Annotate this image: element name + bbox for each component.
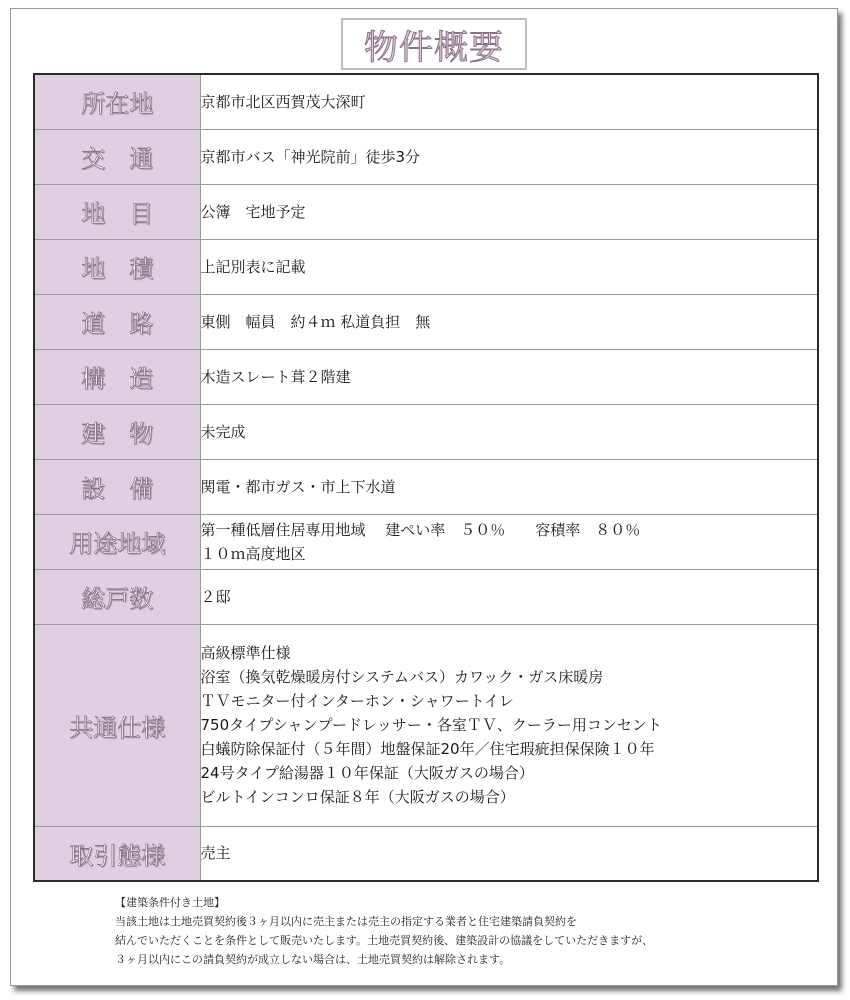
spec-row <box>34 294 818 349</box>
spec-label: 総戸数 <box>34 569 200 624</box>
spec-value-line: 京都市バス「神光院前」徒歩3分 <box>200 147 421 166</box>
spec-label: 所在地 <box>34 74 200 129</box>
notes-line: 当該土地は土地売買契約後３ヶ月以内に売主または売主の指定する業者と住宅建築請負契約を <box>115 915 577 928</box>
spec-value-line: １０ｍ高度地区 <box>200 544 306 563</box>
spec-value <box>200 239 818 294</box>
spec-value-line: ＴＶモニター付インターホン・シャワートイレ <box>200 692 514 710</box>
spec-label: 建 物 <box>34 404 200 459</box>
spec-row <box>34 624 818 826</box>
spec-value <box>200 129 818 184</box>
building-condition-notes <box>115 893 653 969</box>
spec-value-line: ビルトインコンロ保証８年（大阪ガスの場合） <box>200 788 515 806</box>
spec-value <box>200 514 818 569</box>
spec-label: 地 積 <box>34 239 200 294</box>
spec-value <box>200 569 818 624</box>
spec-row <box>34 514 818 569</box>
property-overview-sheet <box>10 8 838 986</box>
spec-value-line: 京都市北区西賀茂大深町 <box>200 92 366 111</box>
spec-value <box>200 184 818 239</box>
spec-value-line: 上記別表に記載 <box>200 257 306 276</box>
spec-label: 取引態様 <box>34 826 200 881</box>
spec-row <box>34 826 818 881</box>
notes-line: 結んでいただくことを条件として販売いたします。土地売買契約後、建築設計の協議をしていただきますが、 <box>115 934 654 947</box>
spec-value <box>200 294 818 349</box>
spec-label: 構 造 <box>34 349 200 404</box>
spec-row <box>34 349 818 404</box>
spec-value-line: 白蟻防除保証付（５年間）地盤保証20年／住宅瑕疵担保保険１０年 <box>200 740 655 758</box>
spec-value-line: 24号タイプ給湯器１０年保証（大阪ガスの場合） <box>200 764 534 782</box>
spec-value-line: 750タイプシャンプードレッサー・各室ＴＶ、クーラー用コンセント <box>200 716 662 734</box>
spec-label: 共通仕様 <box>34 624 200 826</box>
notes-heading: 【建築条件付き土地】 <box>115 896 225 909</box>
property-spec-table <box>33 73 819 882</box>
spec-value-line: 浴室（換気乾燥暖房付システムバス）カワック・ガス床暖房 <box>200 668 604 686</box>
spec-label: 交 通 <box>34 129 200 184</box>
spec-row <box>34 239 818 294</box>
spec-value <box>200 349 818 404</box>
spec-value <box>200 74 818 129</box>
spec-value-line: ２邸 <box>200 587 231 606</box>
spec-row <box>34 459 818 514</box>
spec-label: 地 目 <box>34 184 200 239</box>
spec-value <box>200 826 818 881</box>
spec-value <box>200 404 818 459</box>
spec-value-line: 木造スレート葺２階建 <box>200 367 351 386</box>
spec-row <box>34 74 818 129</box>
spec-row <box>34 129 818 184</box>
spec-value-line: 第一種低層住居専用地域 建ぺい率 ５０％ 容積率 ８０％ <box>200 520 641 539</box>
spec-value-line: 未完成 <box>200 422 246 441</box>
spec-value <box>200 459 818 514</box>
spec-value-line: 関電・都市ガス・市上下水道 <box>200 477 396 496</box>
spec-value-line: 売主 <box>200 844 231 863</box>
spec-value <box>200 624 818 826</box>
spec-value-line: 高級標準仕様 <box>200 644 291 662</box>
notes-line: ３ヶ月以内にこの請負契約が成立しない場合は、土地売買契約は解除されます。 <box>115 953 511 966</box>
spec-value-line: 東側 幅員 約４ｍ 私道負担 無 <box>200 312 431 331</box>
spec-value-line: 公簿 宅地予定 <box>200 202 306 221</box>
spec-row <box>34 404 818 459</box>
spec-label: 道 路 <box>34 294 200 349</box>
spec-row <box>34 569 818 624</box>
spec-label: 設 備 <box>34 459 200 514</box>
spec-row <box>34 184 818 239</box>
spec-label: 用途地域 <box>34 514 200 569</box>
page-title: 物件概要 <box>341 18 527 70</box>
